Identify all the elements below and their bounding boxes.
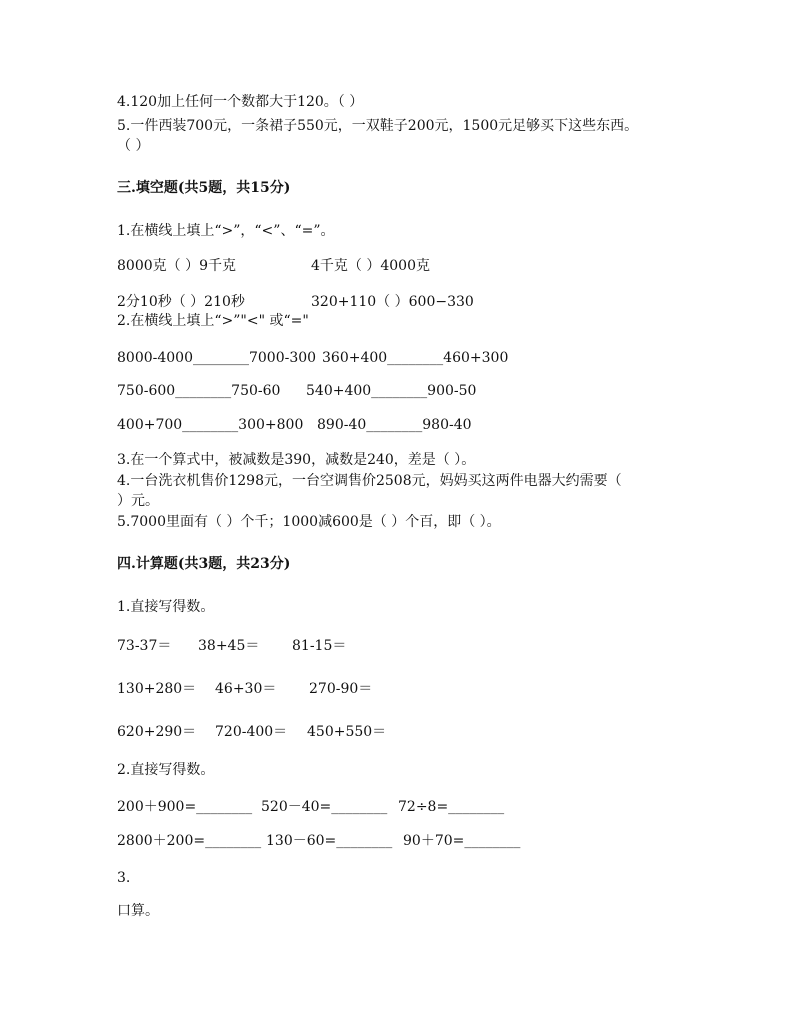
- judge-question-4: 4.120加上任何一个数都大于120。（ ）: [117, 94, 364, 110]
- fill-question-4: 4.一台洗衣机售价1298元，一台空调售价2508元，妈妈买这两件电器大约需要（: [117, 473, 622, 489]
- compare-item: 8000克（ ）9千克: [117, 258, 236, 274]
- calc-item: 130+280＝: [117, 681, 197, 697]
- calc-question-3-text: 口算。: [117, 903, 159, 919]
- compare-blank-item: 360+400________460+300: [322, 350, 509, 366]
- calc-blank-item: 520－40=________: [261, 799, 388, 815]
- fill-question-5: 5.7000里面有（ ）个千；1000减600是（ ）个百，即（ ）。: [117, 514, 501, 530]
- calc-item: 73-37＝: [117, 638, 172, 654]
- calc-blank-item: 90＋70=________: [403, 833, 521, 849]
- calc-item: 270-90＝: [309, 681, 373, 697]
- compare-item: 320+110（ ）600−330: [311, 294, 474, 310]
- calc-question-2-title: 2.直接写得数。: [117, 762, 215, 778]
- fill-question-4-cont: ）元。: [117, 493, 159, 509]
- calc-item: 38+45＝: [198, 638, 260, 654]
- fill-question-2-title: 2.在横线上填上“>”"<" 或“=": [117, 313, 309, 329]
- section-heading-fill: 三.填空题(共5题，共15分): [117, 180, 291, 196]
- calc-blank-item: 130－60=________: [266, 833, 393, 849]
- calc-blank-item: 2800＋200=________: [117, 833, 262, 849]
- compare-item: 4千克（ ）4000克: [311, 258, 430, 274]
- calc-question-1-title: 1.直接写得数。: [117, 599, 215, 615]
- calc-item: 81-15＝: [292, 638, 347, 654]
- compare-blank-item: 400+700________300+800: [117, 417, 304, 433]
- compare-item: 2分10秒（ ）210秒: [117, 294, 245, 310]
- judge-question-5-paren: （ ）: [117, 138, 150, 154]
- calc-item: 450+550＝: [307, 724, 387, 740]
- calc-item: 46+30＝: [215, 681, 277, 697]
- compare-blank-item: 540+400________900-50: [306, 383, 477, 399]
- calc-blank-item: 200＋900=________: [117, 799, 253, 815]
- section-heading-calc: 四.计算题(共3题，共23分): [117, 556, 291, 572]
- fill-question-3: 3.在一个算式中，被减数是390，减数是240，差是（ ）。: [117, 452, 476, 468]
- judge-question-5: 5.一件西装700元，一条裙子550元，一双鞋子200元，1500元足够买下这些东西。: [117, 118, 639, 134]
- calc-item: 620+290＝: [117, 724, 197, 740]
- compare-blank-item: 890-40________980-40: [317, 417, 472, 433]
- compare-blank-item: 8000-4000________7000-300: [117, 350, 317, 366]
- compare-blank-item: 750-600________750-60: [117, 383, 281, 399]
- calc-blank-item: 72÷8=________: [398, 799, 505, 815]
- calc-item: 720-400＝: [215, 724, 288, 740]
- calc-question-3-number: 3.: [117, 870, 131, 886]
- fill-question-1-title: 1.在横线上填上“>”，“<”、“=”。: [117, 223, 335, 239]
